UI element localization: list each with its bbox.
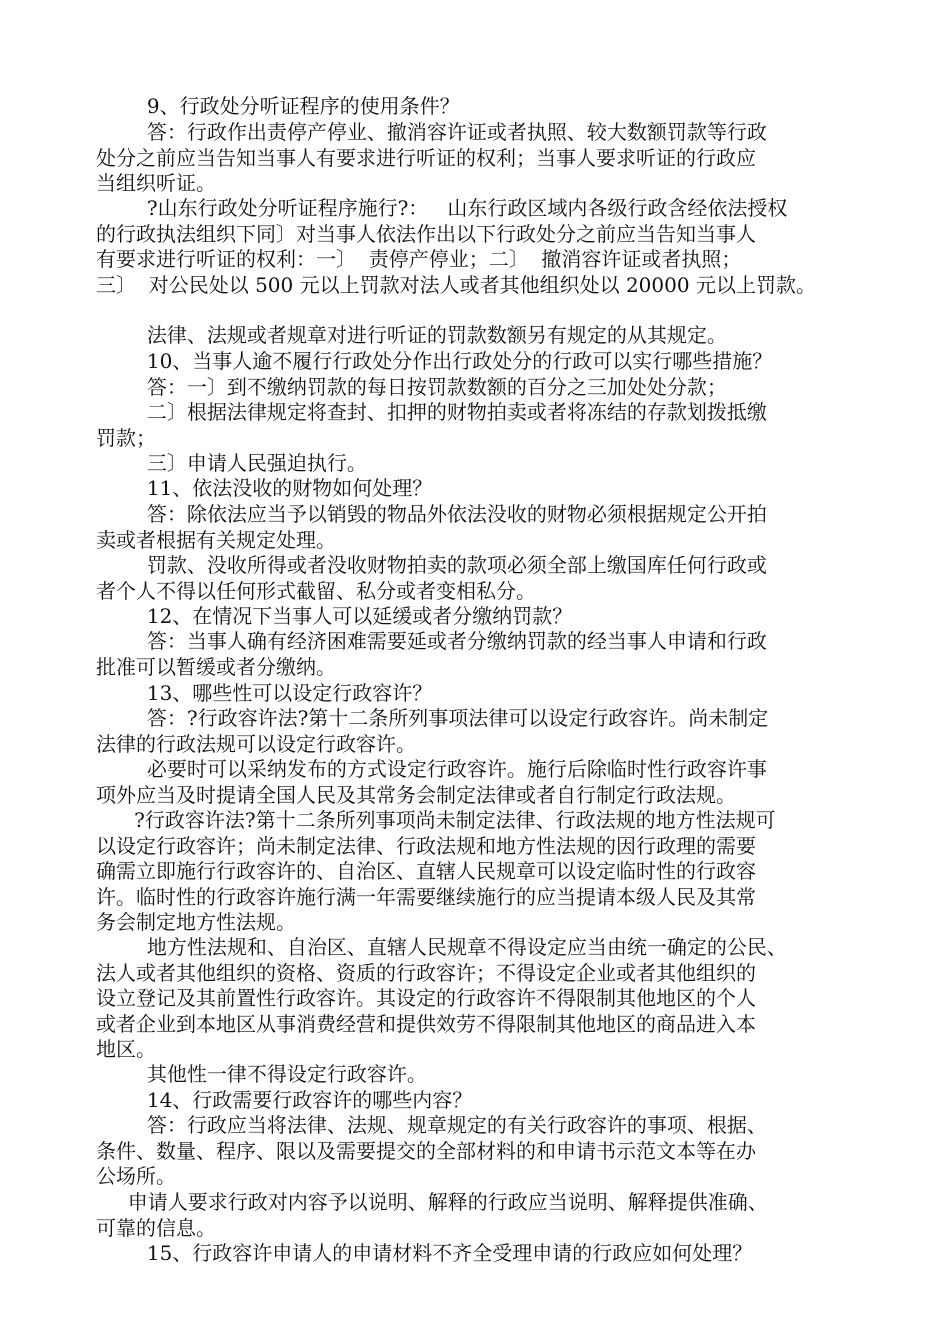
paragraph <box>96 196 854 298</box>
text-line: 的行政执法组织下同〕对当事人依法作出以下行政处分之前应当告知当事人 <box>96 221 756 246</box>
text-line: 答：行政应当将法律、法规、规章规定的有关行政容许的事项、根据、 <box>96 1113 767 1137</box>
text-line: 必要时可以采纳发布的方式设定行政容许。施行后除临时性行政容许事 <box>96 757 767 781</box>
text-line: 罚款； <box>96 425 156 450</box>
text-line: 答：?行政容许法?第十二条所列事项法律可以设定行政容许。尚未制定 <box>96 706 769 730</box>
text-line: ?山东行政处分听证程序施行?： 山东行政区域内各级行政含经依法授权 <box>96 196 788 220</box>
text-line: 以设定行政容许；尚未制定法律、行政法规和地方性法规的因行政理的需要 <box>96 833 756 858</box>
paragraph <box>96 604 854 630</box>
text-line: 9、行政处分听证程序的使用条件？ <box>96 94 460 118</box>
paragraph <box>96 629 854 680</box>
text-line: 三〕 对公民处以 500 元以上罚款对法人或者其他组织处以 20000 元以上罚款。 <box>96 272 816 297</box>
paragraph <box>96 120 854 197</box>
text-line: 答：一〕到不缴纳罚款的每日按罚款数额的百分之三加处处分款； <box>96 375 727 399</box>
text-line: 地区。 <box>96 1037 156 1061</box>
text-line: 申请人要求行政对内容予以说明、解释的行政应当说明、解释提供准确、 <box>96 1190 768 1214</box>
text-line: 有要求进行听证的权利：一〕 责停产停业；二〕 撤消容许证或者执照； <box>96 247 742 271</box>
text-line: 罚款、没收所得或者没收财物拍卖的款项必须全部上缴国库任何行政或 <box>96 553 767 577</box>
paragraph <box>96 323 854 349</box>
text-line: 条件、数量、程序、限以及需要提交的全部材料的和申请书示范文本等在办 <box>96 1138 756 1163</box>
text-line: 项外应当及时提请全国人民及其常务会制定法律或者自行制定行政法规。 <box>96 782 736 807</box>
paragraph <box>96 400 854 451</box>
text-line: 答：行政作出责停产停业、撤消容许证或者执照、较大数额罚款等行政 <box>96 120 767 144</box>
text-line: 答：除依法应当予以销毁的物品外依法没收的财物必须根据规定公开拍 <box>96 502 767 526</box>
text-line: 13、哪些性可以设定行政容许？ <box>96 681 433 705</box>
text-line: 者个人不得以任何形式截留、私分或者变相私分。 <box>96 578 536 603</box>
text-line: 处分之前应当告知当事人有要求进行听证的权利；当事人要求听证的行政应 <box>96 145 756 170</box>
paragraph <box>96 935 854 1063</box>
paragraph <box>96 476 854 502</box>
paragraph <box>96 757 854 808</box>
text-line: 12、在情况下当事人可以延缓或者分缴纳罚款？ <box>96 604 573 628</box>
text-line: 11、依法没收的财物如何处理？ <box>96 476 433 500</box>
text-line: 三〕申请人民强迫执行。 <box>96 451 367 475</box>
paragraph <box>96 681 854 707</box>
paragraph <box>96 808 854 936</box>
paragraph <box>96 1113 854 1190</box>
paragraph <box>96 1241 854 1267</box>
text-line: 务会制定地方性法规。 <box>96 910 296 934</box>
text-line: 地方性法规和、自治区、直辖人民规章不得设定应当由统一确定的公民、 <box>96 935 787 959</box>
text-line: 当组织听证。 <box>96 171 216 195</box>
text-line: 答：当事人确有经济困难需要延或者分缴纳罚款的经当事人申请和行政 <box>96 629 767 653</box>
text-line: 二〕根据法律规定将查封、扣押的财物拍卖或者将冻结的存款划拨抵缴 <box>96 400 767 424</box>
text-line: 确需立即施行行政容许的、自治区、直辖人民规章可以设定临时性的行政容 <box>96 859 756 883</box>
paragraph <box>96 1088 854 1114</box>
paragraph <box>96 1190 854 1241</box>
text-line: 法律、法规或者规章对进行听证的罚款数额另有规定的从其规定。 <box>96 323 727 347</box>
text-line: 公场所。 <box>96 1164 176 1188</box>
text-line: 可靠的信息。 <box>96 1215 216 1240</box>
text-line: 法人或者其他组织的资格、资质的行政容许；不得设定企业或者其他组织的 <box>96 960 756 985</box>
paragraph <box>96 553 854 604</box>
paragraph <box>96 502 854 553</box>
text-line: 其他性一律不得设定行政容许。 <box>96 1062 427 1086</box>
paragraph <box>96 94 854 120</box>
paragraph <box>96 349 854 375</box>
text-line: 设立登记及其前置性行政容许。其设定的行政容许不得限制其他地区的个人 <box>96 986 756 1010</box>
text-line: 卖或者根据有关规定处理。 <box>96 527 336 552</box>
paragraph <box>96 451 854 477</box>
paragraph <box>96 375 854 401</box>
text-line: ?行政容许法?第十二条所列事项尚未制定法律、行政法规的地方性法规可 <box>96 808 776 832</box>
text-line: 15、行政容许申请人的申请材料不齐全受理申请的行政应如何处理？ <box>96 1241 753 1265</box>
paragraph <box>96 706 854 757</box>
text-line: 或者企业到本地区从事消费经营和提供效劳不得限制其他地区的商品进入本 <box>96 1011 756 1036</box>
text-line: 10、当事人逾不履行行政处分作出行政处分的行政可以实行哪些措施？ <box>96 349 773 373</box>
text-line: 许。临时性的行政容许施行满一年需要继续施行的应当提请本级人民及其常 <box>96 884 756 909</box>
text-line: 法律的行政法规可以设定行政容许。 <box>96 731 416 756</box>
paragraph <box>96 1062 854 1088</box>
text-line: 14、行政需要行政容许的哪些内容？ <box>96 1088 473 1112</box>
text-line: 批准可以暂缓或者分缴纳。 <box>96 654 336 679</box>
